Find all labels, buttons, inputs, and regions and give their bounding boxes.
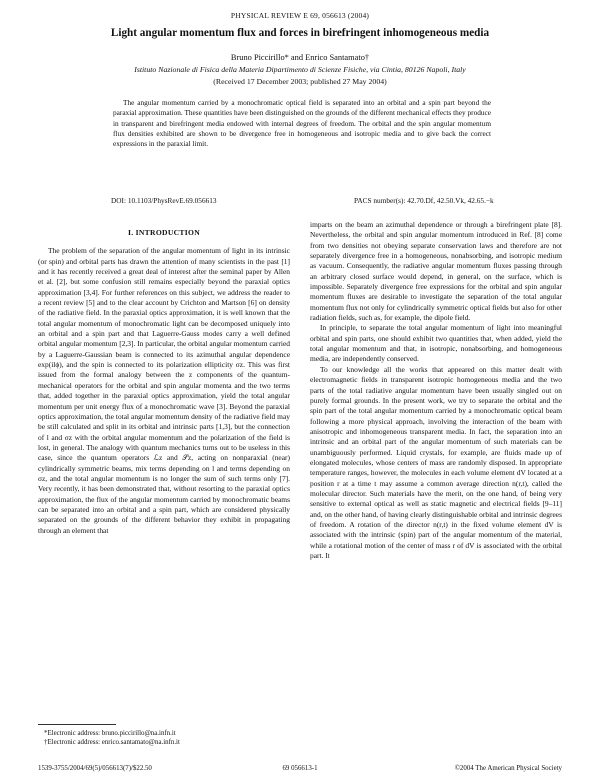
body-paragraph: To our knowledge all the works that appeared on this matter dealt with electromagnetic fields in transparent isotropic homogeneous media and the two parts of the total radiative angular momentum have been usually singled out on purely formal grounds. In the present work, we try to separate the orbital and the spin part of the total angular momentum carried by a monochromatic optical beam following a more physical approach, involving the interaction of the beam with anisotropic and inhomogeneous transparent media. In fact, the separation into an intrinsic and an orbital part of the angular momentum of such materials can be unambiguously performed. Liquid crystals, for example, are fluids made up of elongated molecules, whose centers of mass are randomly disposed. In appropriate temperature ranges, however, the molecules in each volume element dV located at a position r at a time t may assume a common average direction n(r,t), called the molecular director. Such materials have the merit, on the one hand, of being very sensitive to external optical as well as static magnetic and electrical fields [9–11] and, on the other hand, of having clearly distinguishable orbital and intrinsic degrees of freedom. A rotation of the director n(r,t) in the fixed volume element dV is associated with the intrinsic (spin) part of the angular momentum of the material, while a rotational motion of the center of mass r of dV is associated with the orbital part. It [310, 364, 562, 560]
body-paragraph: imparts on the beam an azimuthal dependence or through a birefringent plate [8]. Nevertheless, the orbital and spin angular momentum introduced in Ref. [8] come from two densities not obeying separate conservation laws and therefore are not separately divergence free in a homogeneous, nonabsorbing, and isotropic medium as vacuum. Consequently, the radiative angular momentum fluxes passing through an arbitrary closed surface would depend, in general, on the surface, which is impossible. Separately divergence free expressions for the orbital and spin angular momentum fluxes are desirable to investigate the separation of the total angular momentum flux not only for cylindrically symmetric optical fields but also for other radiation fields, such as, for example, the dipole field. [310, 220, 562, 323]
body-paragraph: The problem of the separation of the angular momentum of light in its intrinsic (or spin) and orbital parts has drawn the attention of many scientists in the past [1] and it has recently received a great deal of interest after the seminal paper by Allen et al. [2], but some confusion still remains especially beyond the paraxial optics approximation [3,4]. For further references on this subject, we address the reader to a recent review [5] and to the clear account by Crichton and Martson [6] on density of the radiative field. In the paraxial optics approximation, it is well known that the total angular momentum of monochromatic light can be decomposed uniquely into an orbital and a spin part and that Laguerre-Gauss modes carry a well defined orbital angular momentum [2,3]. In particular, the orbital angular momentum carried by a Laguerre-Gaussian beam is connected to its azimuthal angular dependence exp(ilϕ), and the spin is connected to its polarization ellipticity σz. This was first issued from the formal analogy between the z components of the quantum-mechanical operators for the orbital and spin angular momenta and the two terms that, added together in the paraxial optics approximation, yield the total angular momentum per unit energy flux of a monochromatic wave [3]. Beyond the paraxial optics approximation, the total angular momentum density of the radiative field may be still calculated and split in its orbital and intrinsic parts [1,3], but the connection of l and σz with the orbital angular momentum and the polarization of the field is lost, in general. The analogy with quantum mechanics turns out to be useless in this case, since the quantum operators ℒz and 𝒮z, acting on nonparaxial (near) cylindrically symmetric beams, mix terms depending on l and terms depending on σz, and the total angular momentum is no longer the sum of such terms only [7]. Very recently, it has been demonstrated that, without resorting to the paraxial optics approximation, the flux of the angular momentum carried by monochromatic beams can be separated into an orbital and a spin part, which are considered physically separated on the grounds of the different behavior they exhibit in propagating through an element that [38, 246, 290, 535]
copyright: ©2004 The American Physical Society [454, 765, 562, 772]
author-affiliation: Istituto Nazionale di Fisica della Materia Dipartimento di Scienze Fisiche, via Cintia, 80126 Napoli, Italy [134, 65, 466, 74]
doi-link[interactable]: DOI: 10.1103/PhysRevE.69.056613 [111, 196, 217, 205]
abstract: The angular momentum carried by a monochromatic optical field is separated into an orbital and a spin part beyond the paraxial approximation. These quantities have been distinguished on the grounds of the different mechanical effects they produce in transparent and birefringent media endowed with internal degrees of freedom. The orbital and the spin angular momentum flux densities exhibited are shown to be divergence free in homogeneous and isotropic media and to give back the correct expressions in the paraxial limit. [113, 98, 491, 149]
footer-code: 1539-3755/2004/69(5)/056613(7)/$22.50 [38, 765, 152, 772]
body-paragraph: In principle, to separate the total angular momentum of light into meaningful orbital and spin parts, one should exhibit two quantities that, when added, yield the total angular momentum and that, in isotropic, nonabsorbing, and homogeneous media, are independently conserved. [310, 323, 562, 364]
running-head: PHYSICAL REVIEW E 69, 056613 (2004) [230, 11, 370, 20]
footnote-email-santamato: †Electronic address: enrico.santamato@na.infn.it [44, 739, 180, 747]
left-column [38, 220, 290, 536]
section-heading: I. INTRODUCTION [127, 228, 200, 237]
article-title: Light angular momentum flux and forces in birefringent inhomogeneous media [110, 27, 490, 39]
author-list: Bruno Piccirillo* and Enrico Santamato† [230, 53, 370, 62]
right-column [310, 220, 562, 561]
footnote-email-piccirillo: *Electronic address: bruno.piccirillo@na.infn.it [44, 730, 176, 737]
page-number: 69 056613-1 [282, 765, 318, 772]
received-published-dates: (Received 17 December 2003; published 27 May 2004) [213, 77, 387, 86]
footnotes [38, 729, 290, 748]
pacs-numbers: PACS number(s): 42.70.Df, 42.50.Vk, 42.65.−k [354, 196, 494, 205]
page-footer [0, 765, 600, 775]
footnote-divider [38, 724, 116, 725]
